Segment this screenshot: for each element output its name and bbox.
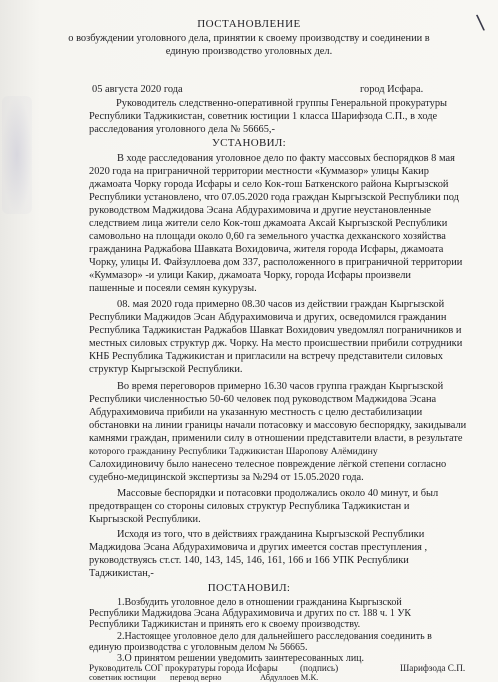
p3-line: Во время переговоров примерно 16.30 часов группа граждан Кыргызской [117,381,444,392]
p4-line: Кыргызской Республики. [89,514,201,525]
resolved-heading: ПОСТАНОВИЛ: [207,582,291,594]
intro-line-1: Руководитель следственно-оперативной группы Генеральной прокуратуры [116,98,448,109]
p4-line: Массовые беспорядки и потасовки продолжались около 40 минут, и был [117,488,439,499]
document-subtitle-line-2: единую производство уголовных дел. [165,46,333,57]
p1-line: 2020 года на приграничной территории местности «Куммазор» улицы Какир [89,166,429,177]
intro-line-2: Республики Таджикистан, советник юстиции 1 класса Шарифзода С.П., в ходе [89,111,438,122]
signer-name: Шарифзода С.П. [400,663,466,673]
p1-line: В ходе расследования уголовное дело по факту массовых беспорядков 8 мая [117,153,455,164]
r1-line: Республики Таджикистан и принять его к своему производству. [89,619,361,630]
p3-line: Салохидиновичу было нанесено телесное повреждение лёгкой степени согласно [89,459,447,470]
p1-line: самовольно на площади около 0,60 га земельного участка дехканского хозяйства [89,231,446,242]
resolution-3: 3.О принятом решении уведомить заинтересованных лиц. [117,653,365,664]
document-title: ПОСТАНОВЛЕНИЕ [197,18,301,30]
document-subtitle-line-1: о возбуждении уголовного дела, принятии к своему производству и соединении в [68,33,430,44]
signature-placeholder: (подпись) [300,663,339,673]
p3-line: Республики численностью 50-60 человек под руководством Маджидова Эсана [89,394,437,405]
p5-line: руководствуясь ст.ст. 140, 143, 145, 146, 161, 166 и 166 УПК Республики [89,555,409,566]
p1-line: гражданина Раджабова Шавката Вохидовича, жителя города Исфары, джамоата [89,244,444,255]
p2-line: Республики Маджидов Эсан Абдурахимовича и других, осведомился гражданин [89,312,447,323]
p1-line: руководством Маджидова Эсана Абдурахимовича и другие неустановленные [89,205,431,216]
p5-line: Маджидова Эсана Абдурахимовича и других имеется состав преступления , [89,542,428,553]
document-date: 05 августа 2020 года [92,84,183,95]
p1-line: Чорку, улицы И. Файзуллоева дом 337, расположенного в приграничной территории [89,257,463,268]
signer-role: Руководитель СОГ прокуратуры города Исфары [89,663,278,673]
r1-line: Республики Маджидова Эсана Абдурахимовича и других по ст. 188 ч. 1 УК [89,608,412,619]
p1-line: «Куммазор» -и улици Какир, джамоата Чорку, города Исфары произвели [89,270,411,281]
p2-line: Республика Таджикистан Раджабов Шавкат Вохидович уведомлял пограничников и [89,325,462,336]
p5-line: Исходя из того, что в действиях гражданина Кыргызской Республики [117,529,425,540]
r2-line: единую производства с уголовным делом № 56665. [89,642,308,653]
p1-line: Республики установлено, что 07.05.2020 года граждан Кыргызской Республики под [89,192,459,203]
p5-line: Таджикистан,- [89,568,154,579]
p2-line: КНБ Республика Таджикистан и пригласили на встречу представители силовых [89,351,443,362]
p3-line: Абдурахимовича прибили на указанную местность с целю дестабилизации [89,407,423,418]
corner-handwritten-mark: \ [475,9,486,35]
intro-line-3: расследования уголовного дела № 56665,- [89,124,275,135]
p3-line: судебно-медицинской экспертизы за №294 от 15.05.2020 года. [89,472,364,483]
p3-line: камнями граждан, применили силу в отношении представители власти, в результате [89,433,463,444]
p2-line: 08. мая 2020 года примерно 08.30 часов из действии граждан Кыргызской [117,299,445,310]
p2-line: структур Кыргызской Республики. [89,364,243,375]
p2-line: местных силовых структур дж. Чорку. На место происшествии прибили сотрудники [89,338,463,349]
p1-line: пашенные и посеяли семян кукурузы. [89,283,257,294]
r1-line: 1.Возбудить уголовное дело в отношении гражданина Кыргызской [117,597,402,608]
p3-line: которого гражданину Республики Таджикистан Шаропову Алёмидину [89,446,378,457]
p1-line: следствием лица жители село Кок-тош джамоата Аксай Кыргызской Республики [89,218,448,229]
r2-line: 2.Настоящее уголовное дело для дальнейшего расследования соединить в [117,631,432,642]
p1-line: джамоата Чорку города Исфары и село Кок-тош Баткенского района Кыргызской [89,179,449,190]
established-heading: УСТАНОВИЛ: [212,137,286,149]
p4-line: предотвращен со стороны силовых структур Республика Таджикистан и [89,501,410,512]
p3-line: обстановки на линии границы начали потасовку и массовую беспорядку, закидывали [89,420,467,431]
translation-label: перевод верно [170,672,222,682]
edge-stamp-mark [2,96,32,214]
signer-rank: советник юстиции [89,672,156,682]
translation-name: Абдуллоев М.К. [260,672,319,682]
document-place: город Исфара. [360,84,424,95]
